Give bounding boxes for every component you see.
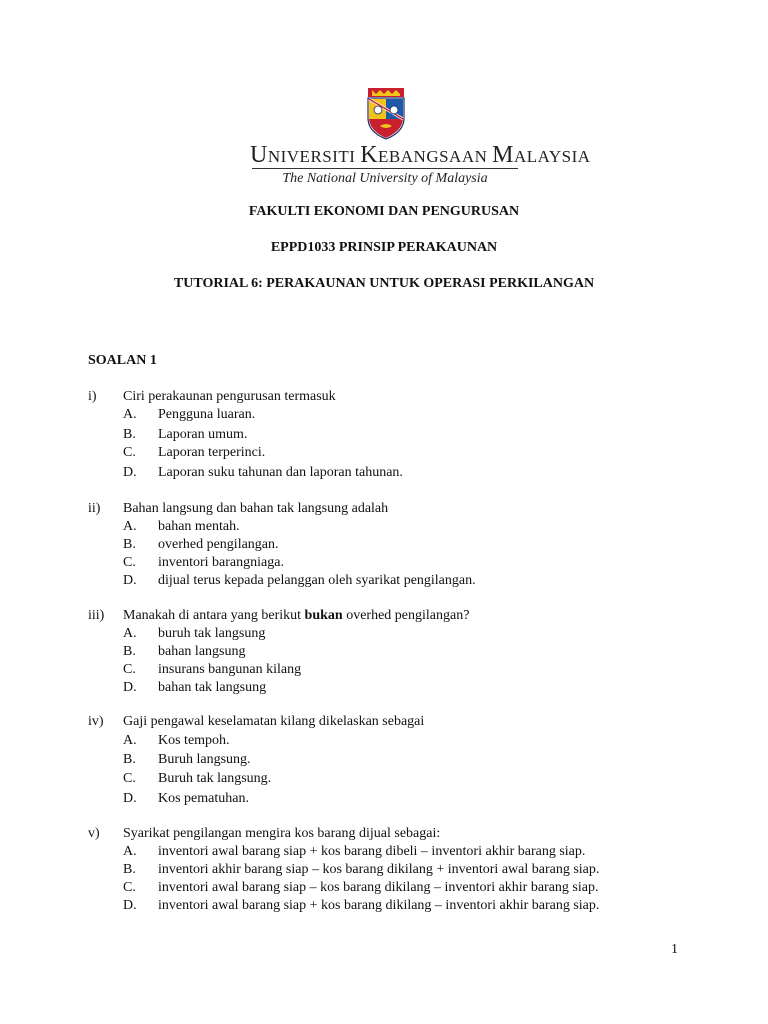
- option-text: inventori barangniaga.: [158, 555, 284, 570]
- logo-divider: [252, 168, 518, 169]
- option-text: bahan langsung: [158, 644, 246, 659]
- page-number: 1: [671, 942, 678, 957]
- question-text: Manakah di antara yang berikut bukan overhed pengilangan?: [123, 608, 470, 623]
- option-text: Buruh tak langsung.: [158, 771, 272, 786]
- question-text: Syarikat pengilangan mengira kos barang dijual sebagai:: [123, 826, 441, 841]
- option-text: inventori awal barang siap + kos barang dibeli – inventori akhir barang siap.: [158, 844, 586, 859]
- option-letter: D.: [123, 680, 137, 695]
- option-text: Laporan suku tahunan dan laporan tahunan.: [158, 465, 403, 480]
- option-letter: B.: [123, 862, 136, 877]
- option-letter: D.: [123, 573, 137, 588]
- question-text: Bahan langsung dan bahan tak langsung adalah: [123, 501, 389, 516]
- option-letter: B.: [123, 427, 136, 442]
- option-text: buruh tak langsung: [158, 626, 266, 641]
- question-number: iii): [88, 608, 105, 623]
- option-letter: D.: [123, 791, 137, 806]
- faculty-heading: FAKULTI EKONOMI DAN PENGURUSAN: [248, 204, 520, 219]
- option-letter: C.: [123, 555, 136, 570]
- option-letter: B.: [123, 644, 136, 659]
- option-letter: A.: [123, 733, 137, 748]
- option-letter: C.: [123, 662, 136, 677]
- option-text: Pengguna luaran.: [158, 407, 256, 422]
- option-letter: B.: [123, 752, 136, 767]
- option-letter: C.: [123, 771, 136, 786]
- question-number: v): [88, 826, 100, 841]
- university-subtitle: The National University of Malaysia: [282, 171, 488, 186]
- option-text: insurans bangunan kilang: [158, 662, 302, 677]
- option-letter: A.: [123, 626, 137, 641]
- course-heading: EPPD1033 PRINSIP PERAKAUNAN: [270, 240, 498, 255]
- option-text: Laporan terperinci.: [158, 445, 266, 460]
- section-title: SOALAN 1: [88, 353, 157, 368]
- question-number: iv): [88, 714, 104, 729]
- option-text: overhed pengilangan.: [158, 537, 279, 552]
- option-text: Laporan umum.: [158, 427, 248, 442]
- option-letter: D.: [123, 465, 137, 480]
- university-crest-logo: [366, 88, 406, 140]
- option-letter: D.: [123, 898, 137, 913]
- option-text: inventori akhir barang siap – kos barang dikilang + inventori awal barang siap.: [158, 862, 600, 877]
- option-text: inventori awal barang siap – kos barang dikilang – inventori akhir barang siap.: [158, 880, 599, 895]
- option-letter: C.: [123, 445, 136, 460]
- university-name-logo: UNIVERSITI KEBANGSAAN MALAYSIA: [250, 142, 591, 168]
- option-text: Kos pematuhan.: [158, 791, 249, 806]
- option-text: bahan mentah.: [158, 519, 240, 534]
- tutorial-heading: TUTORIAL 6: PERAKAUNAN UNTUK OPERASI PERKILANGAN: [173, 276, 595, 291]
- option-text: inventori awal barang siap + kos barang dikilang – inventori akhir barang siap.: [158, 898, 600, 913]
- option-text: bahan tak langsung: [158, 680, 267, 695]
- option-letter: A.: [123, 844, 137, 859]
- option-letter: B.: [123, 537, 136, 552]
- option-text: Buruh langsung.: [158, 752, 251, 767]
- question-number: i): [88, 389, 97, 404]
- option-text: dijual terus kepada pelanggan oleh syarikat pengilangan.: [158, 573, 476, 588]
- question-number: ii): [88, 501, 101, 516]
- question-text: Ciri perakaunan pengurusan termasuk: [123, 389, 336, 404]
- question-text: Gaji pengawal keselamatan kilang dikelaskan sebagai: [123, 714, 425, 729]
- option-letter: A.: [123, 519, 137, 534]
- option-letter: A.: [123, 407, 137, 422]
- option-text: Kos tempoh.: [158, 733, 230, 748]
- option-letter: C.: [123, 880, 136, 895]
- emphasis-word: bukan: [304, 608, 343, 623]
